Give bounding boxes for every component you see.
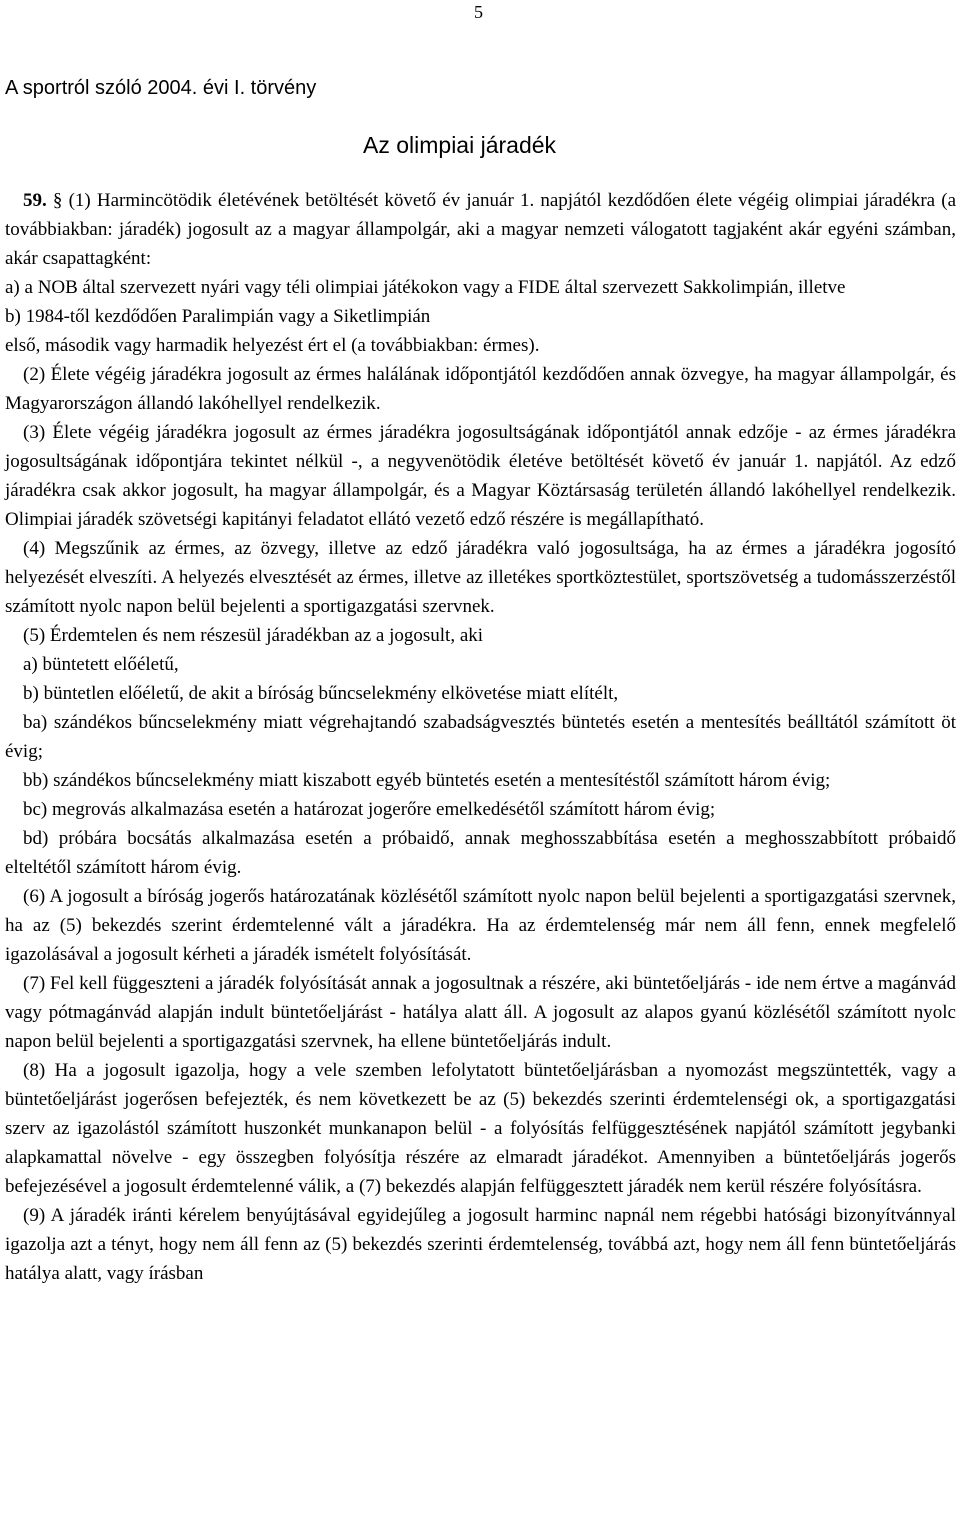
list-item-5bd: bd) próbára bocsátás alkalmazása esetén a próbaidő, annak meghosszabbítása esetén a meghosszabbított próbaidő elteltétől számított három évig. — [5, 828, 956, 878]
document-header: A sportról szóló 2004. évi I. törvény — [5, 77, 317, 99]
section-mark: § — [52, 190, 63, 211]
list-item-5a: a) büntetett előéletű, — [23, 654, 179, 675]
list-item-a: a) a NOB által szervezett nyári vagy téli olimpiai játékokon vagy a FIDE által szervezett Sakkolimpián, illetve — [5, 277, 846, 298]
section-number: 59. — [23, 190, 47, 211]
paragraph-text: (1) Harmincötödik életévének betöltését követő év január 1. napjától kezdődően élete végéig olimpiai járadékra (a továbbiakban: járadék) jogosult az a magyar állampolgár, aki a magyar nemzeti válogatott tagjaként akár egyéni számban, akár csapattagként: — [5, 190, 957, 269]
list-item-5b: b) büntetlen előéletű, de akit a bíróság bűncselekmény elkövetése miatt elítélt, — [23, 683, 619, 704]
list-item-5bb: bb) szándékos bűncselekmény miatt kiszabott egyéb büntetés esetén a mentesítéstől számított három évig; — [23, 770, 831, 791]
paragraph-3: (3) Élete végéig járadékra jogosult az érmes járadékra jogosultságának időpontjától annak edzője - az érmes járadékra jogosultságának időpontjára tekintet nélkül -, a negyvenötödik életéve betöltését követő év január 1. napjától. Az edző járadékra csak akkor jogosult, ha magyar állampolgár, és a Magyar Köztársaság területén állandó lakóhellyel rendelkezik. Olimpiai járadék szövetségi kapitányi feladatot ellátó vezető edző részére is megállapítható. — [5, 422, 956, 530]
paragraph-1 — [5, 186, 956, 273]
paragraph-5: (5) Érdemtelen és nem részesül járadékban az a jogosult, aki — [23, 625, 484, 646]
list-item-b: b) 1984-től kezdődően Paralimpián vagy a Siketlimpián — [5, 306, 431, 327]
paragraph-8: (8) Ha a jogosult igazolja, hogy a vele szemben lefolytatott büntetőeljárásban a nyomozást megszüntették, vagy a büntetőeljárást jogerősen befejezték, és nem következett be az (5) bekezdés szerinti érdemtelenségi ok, a sportigazgatási szerv az igazolástól számított huszonkét munkanapon belül - a folyósítás felfüggesztésének napjától számított jegybanki alapkamattal növelve - egy összegben folyósítja részére az elmaradt járadékot. Amennyiben a büntetőeljárás jogerős befejezésével a jogosult érdemtelenné válik, a (7) bekezdés alapján felfüggesztett járadék nem kerül részére folyósításra. — [5, 1060, 956, 1197]
page-number: 5 — [474, 2, 483, 22]
paragraph-9: (9) A járadék iránti kérelem benyújtásával egyidejűleg a jogosult harminc napnál nem régebbi hatósági bizonyítvánnyal igazolja azt a tényt, hogy nem áll fenn az (5) bekezdés szerinti érdemtelenség, továbbá azt, hogy nem áll fenn büntetőeljárás hatálya alatt, vagy írásban — [5, 1205, 956, 1284]
paragraph-4: (4) Megszűnik az érmes, az özvegy, illetve az edző járadékra való jogosultsága, ha az érmes a járadékra jogosító helyezését elveszíti. A helyezés elvesztését az érmes, illetve az illetékes sportköztestület, sportszövetség a tudomásszerzéstől számított nyolc napon belül bejelenti a sportigazgatási szervnek. — [5, 538, 956, 617]
list-item-5bc: bc) megrovás alkalmazása esetén a határozat jogerőre emelkedésétől számított három évig; — [23, 799, 716, 820]
legal-text-body — [5, 186, 956, 1288]
list-item-5ba: ba) szándékos bűncselekmény miatt végrehajtandó szabadságvesztés büntetés esetén a mentesítés beálltától számított öt évig; — [5, 712, 956, 762]
paragraph-2: (2) Élete végéig járadékra jogosult az érmes halálának időpontjától kezdődően annak özvegye, ha magyar állampolgár, és Magyarországon állandó lakóhellyel rendelkezik. — [5, 364, 956, 414]
list-continuation: első, második vagy harmadik helyezést ért el (a továbbiakban: érmes). — [5, 335, 540, 356]
paragraph-6: (6) A jogosult a bíróság jogerős határozatának közlésétől számított nyolc napon belül bejelenti a sportigazgatási szervnek, ha az (5) bekezdés szerint érdemtelenné vált a járadékra. Ha az érdemtelenség már nem áll fenn, ennek megfelelő igazolásával a jogosult kérheti a járadék ismételt folyósítását. — [5, 886, 956, 965]
section-title: Az olimpiai járadék — [363, 132, 557, 158]
paragraph-7: (7) Fel kell függeszteni a járadék folyósítását annak a jogosultnak a részére, aki büntetőeljárás - ide nem értve a magánvád vagy pótmagánvád alapján indult büntetőeljárást - hatálya alatt áll. A jogosult az alapos gyanú közlésétől számított nyolc napon belül bejelenti a sportigazgatási szervnek, ha ellene büntetőeljárás indult. — [5, 973, 956, 1052]
